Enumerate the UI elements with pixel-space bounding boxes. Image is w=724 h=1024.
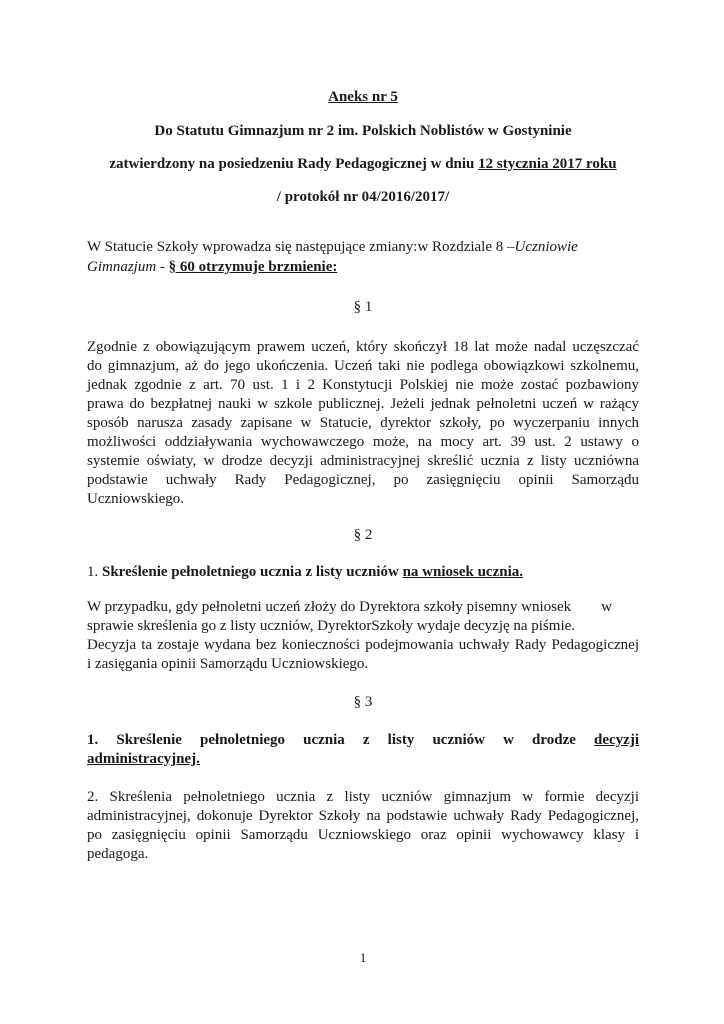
- section-2-item-title: Skreślenie pełnoletniego ucznia z listy uczniów: [102, 564, 403, 580]
- section-1-heading: § 1: [353, 299, 373, 315]
- intro-line-1: [87, 238, 639, 257]
- chapter-name-italic: Uczniowie: [514, 239, 578, 255]
- section-1-text: [87, 338, 639, 509]
- approval-line: [87, 155, 639, 174]
- intro-line-2: [87, 258, 639, 277]
- section-2-item-underlined: na wniosek ucznia.: [402, 564, 524, 580]
- section-1-line: prawa do bezpłatnej nauki w szkole publicznej. Jeżeli jednak pełnoletni uczeń w rażący: [87, 396, 639, 412]
- section-2-item-number: 1.: [87, 564, 102, 580]
- section-1-line: Uczniowskiego.: [87, 491, 185, 507]
- section-1-line: możliwości oddziaływania wychowawczego może, na mocy art. 39 ust. 2 ustawy o: [87, 434, 639, 450]
- section-3-item-1-cont: administracyjnej.: [87, 751, 200, 767]
- section-2-line: sprawie skreślenia go z listy uczniów, DyrektorSzkoły wydaje decyzję na piśmie.: [87, 618, 576, 634]
- section-3-item-1: [87, 731, 639, 750]
- section-2-item: [87, 563, 639, 582]
- section-2-line: W przypadku, gdy pełnoletni uczeń złoży do Dyrektora szkoły pisemny wniosek w: [87, 599, 613, 615]
- section-2-line: Decyzja ta zostaje wydana bez konieczności podejmowania uchwały Rady Pedagogicznej: [87, 637, 639, 653]
- section-1-line: jednak zgodnie z art. 70 ust. 1 i 2 Konstytucji Polskiej nie może zostać pozbawiony: [87, 377, 639, 393]
- section-1-line: sposób narusza zasady zapisane w Statucie, dyrektor szkoły, po wyczerpaniu innych: [87, 415, 639, 431]
- statute-line: Do Statutu Gimnazjum nr 2 im. Polskich Noblistów w Gostyninie: [154, 123, 572, 139]
- section-3-line: administracyjnej, dokonuje Dyrektor Szkoły na podstawie uchwały Rady Pedagogicznej,: [87, 808, 639, 824]
- section-3-line: 2. Skreślenia pełnoletniego ucznia z listy uczniów gimnazjum w formie decyzji: [87, 789, 639, 805]
- section-1-line: do gimnazjum, aż do jego ukończenia. Uczeń taki nie podlega obowiązkowi szkolnemu,: [87, 358, 639, 374]
- approval-prefix: zatwierdzony na posiedzeniu Rady Pedagogicznej w dniu: [109, 156, 479, 172]
- annex-title: Aneks nr 5: [328, 89, 398, 105]
- section-3-heading: § 3: [353, 694, 373, 710]
- intro-dash: -: [156, 259, 169, 275]
- section-3-line: pedagoga.: [87, 846, 149, 862]
- section-2-heading: § 2: [353, 527, 373, 543]
- section-2-line: i zasięgania opinii Samorządu Uczniowskiego.: [87, 656, 369, 672]
- section-2-text: [87, 598, 639, 674]
- section-1-line: systemie oświaty, w drodze decyzji administracyjnej skreślić ucznia z listy uczniówna: [87, 453, 639, 469]
- section-1-line: podstawie uchwały Rady Pedagogicznej, po zasięgnięciu opinii Samorządu: [87, 472, 639, 488]
- protocol-line: / protokół nr 04/2016/2017/: [276, 189, 450, 205]
- approval-date: 12 stycznia 2017 roku: [478, 156, 617, 172]
- section-1-line: Zgodnie z obowiązującym prawem uczeń, który skończył 18 lat może nadal uczęszczać: [87, 339, 639, 355]
- page-number: 1: [359, 950, 367, 965]
- paragraph-ref: § 60 otrzymuje brzmienie:: [168, 259, 338, 275]
- section-3-line: po zasięgnięciu opinii Samorządu Uczniowskiego oraz opinii wychowawcy klasy i: [87, 827, 639, 843]
- intro-text: W Statucie Szkoły wprowadza się następujące zmiany:w Rozdziale 8 –: [87, 239, 515, 255]
- section-3-text: [87, 788, 639, 864]
- chapter-name-italic-cont: Gimnazjum: [87, 259, 157, 275]
- section-3-item-1-underlined: decyzji: [594, 732, 639, 748]
- section-3-item-1-title: 1. Skreślenie pełnoletniego ucznia z listy uczniów w drodze: [87, 732, 595, 748]
